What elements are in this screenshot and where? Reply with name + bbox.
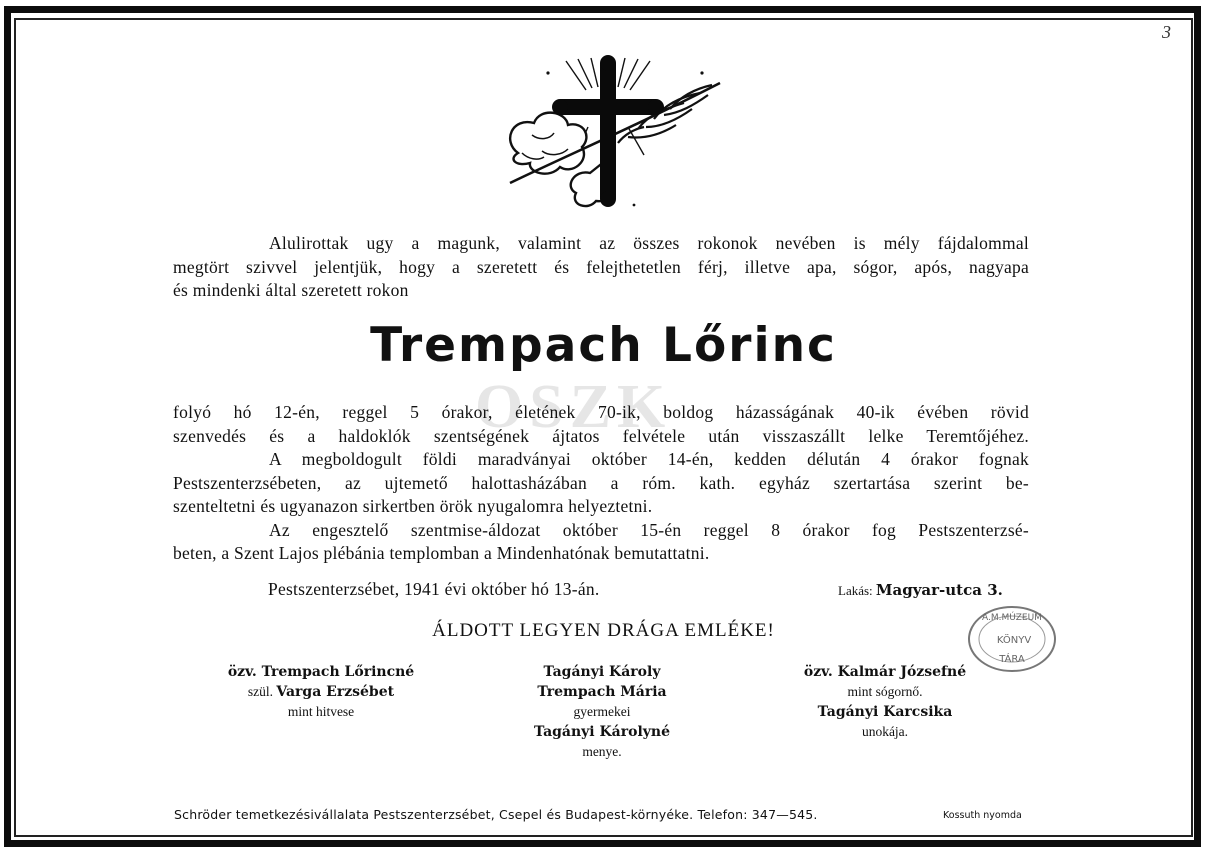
mourner-widow: özv. Trempach Lőrincné [227, 664, 415, 680]
intro-paragraph [173, 232, 1029, 303]
page-mark: 3 [1162, 22, 1171, 42]
para1-line-1: folyó hó 12-én, reggel 5 órakor, életének 70-ik, boldog házasságának 40-ik évében rövid [173, 402, 1029, 422]
mourner-grandchild: Tagányi Karcsika [817, 704, 953, 720]
mourner-sister-in-law: özv. Kalmár Józsefné [803, 664, 967, 680]
address-label: Lakás: [838, 583, 873, 598]
para1-line-2: szenvedés és a haldoklók szentségének ájtatos felvétele után visszaszállt lelke Teremtőjéhez. [173, 425, 1029, 446]
cross-emblem-icon [488, 55, 728, 215]
address [838, 581, 1003, 599]
intro-line-3: és mindenki által szeretett rokon [173, 280, 409, 300]
museum-library-stamp-icon [966, 604, 1058, 674]
relation-sister-in-law: mint sógornő. [847, 684, 923, 699]
stamp-top-text: A.M.MÚZEUM [982, 613, 1042, 623]
undertaker-footer: Schröder temetkezésivállalata Pestszenterzsébet, Csepel és Budapest-környéke. Telefon: 347—545. [174, 807, 818, 822]
address-value: Magyar-utca 3. [875, 581, 1003, 599]
maiden-name: Varga Erzsébet [276, 684, 395, 700]
deceased-name: Trempach Lőrinc [370, 318, 837, 373]
stamp-bottom-text: TÁRA [999, 654, 1025, 665]
mourner-column-3 [760, 662, 1010, 742]
oszk-watermark: OSZK [475, 373, 672, 441]
mourner-daughter-in-law: Tagányi Károlyné [533, 724, 670, 740]
intro-line-2: megtört szivvel jelentjük, hogy a szeretett és felejthetetlen férj, illetve apa, sógor, após, nagyapa [173, 256, 1029, 277]
mourner-column-2 [477, 662, 727, 762]
blessing: ÁLDOTT LEGYEN DRÁGA EMLÉKE! [432, 620, 775, 641]
mourner-daughter: Trempach Mária [537, 684, 667, 700]
para3-line-2: beten, a Szent Lajos plébánia templomban a Mindenhatónak bemutattatni. [173, 543, 710, 563]
intro-line-1: Alulirottak ugy a magunk, valamint az összes rokonok nevében is mély fájdalommal [269, 233, 1029, 253]
printer-credit: Kossuth nyomda [943, 810, 1022, 821]
stamp-middle-text: KÖNYV [996, 635, 1032, 646]
mourner-son: Tagányi Károly [543, 664, 661, 680]
relation-grandchild: unokája. [861, 724, 909, 739]
para2-line-1: A megboldogult földi maradványai október 14-én, kedden délután 4 órakor fognak [269, 449, 1029, 469]
maiden-prefix: szül. [247, 684, 274, 699]
para2-line-2: Pestszenterzsébeten, az ujtemető halottasházában a róm. kath. egyház szertartása szerint be- [173, 472, 1029, 493]
relation-children: gyermekei [573, 704, 631, 719]
para2-line-3: szenteltetni és ugyanazon sirkertben örök nyugalomra helyeztetni. [173, 496, 653, 516]
mourner-column-1 [196, 662, 446, 722]
dateline: Pestszenterzsébet, 1941 évi október hó 13-án. [268, 579, 600, 599]
relation-daughter-in-law: menye. [582, 744, 622, 759]
relation-wife: mint hitvese [287, 704, 355, 719]
announcement-body [173, 401, 1029, 566]
para3-line-1: Az engesztelő szentmise-áldozat október 15-én reggel 8 órakor fog Pestszenterzsé- [269, 519, 1029, 540]
